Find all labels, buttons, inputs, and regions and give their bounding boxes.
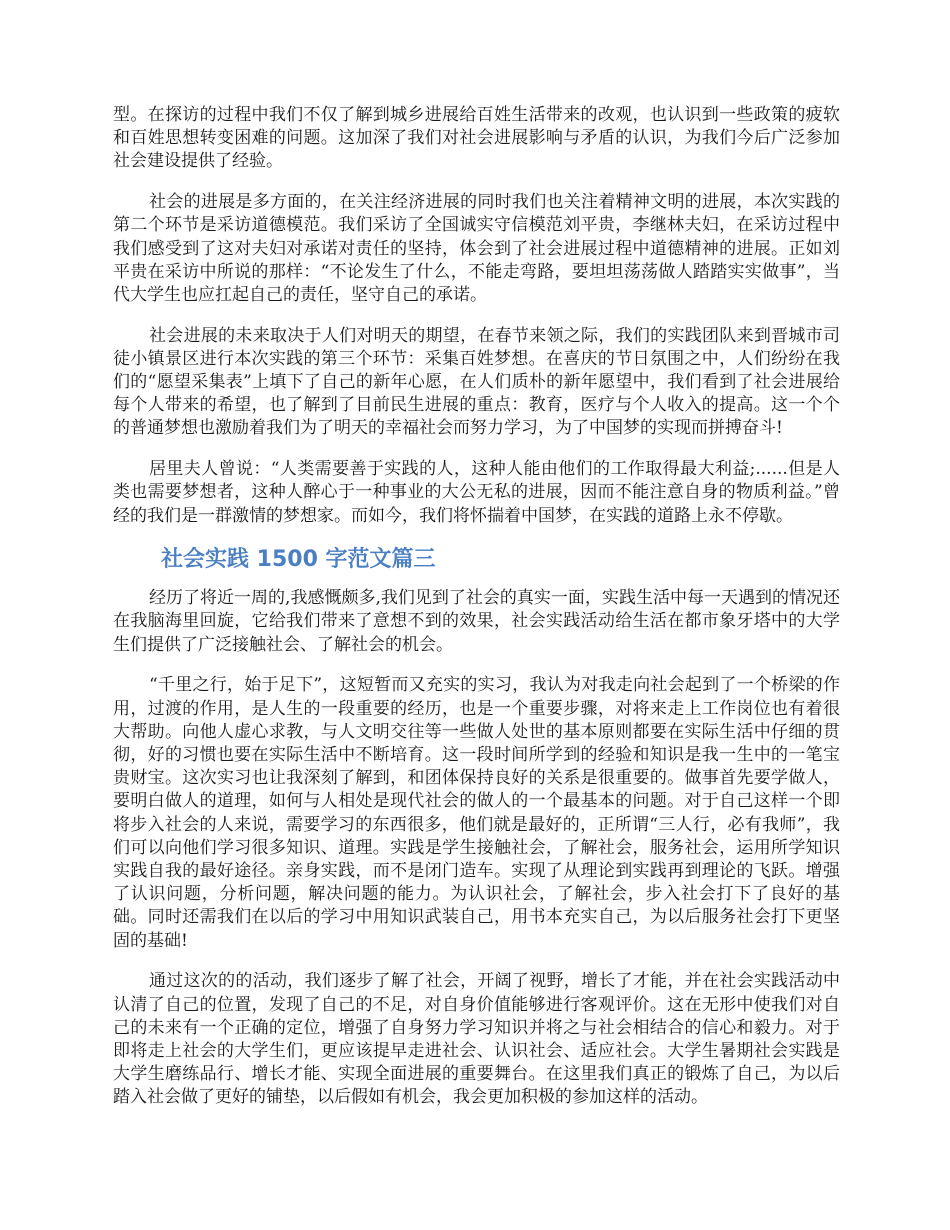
- paragraph-dreams-collection: 社会进展的未来取决于人们对明天的期望，在春节来领之际，我们的实践团队来到晋城市司徒小镇景区进行本次实践的第三个环节：采集百姓梦想。在喜庆的节日氛围之中，人们纷纷在我们的“愿望采集表”上填下了自己的新年心愿，在人们质朴的新年愿望中，我们看到了社会进展给每个人带来的希望，也了解到了目前民生进展的重点：教育，医疗与个人收入的提高。这一个个的普通梦想也激励着我们为了明天的幸福社会而努力学习，为了中国梦的实现而拼搏奋斗!: [113, 325, 840, 439]
- document-page: [113, 104, 840, 1127]
- paragraph-moral-models: 社会的进展是多方面的，在关注经济进展的同时我们也关注着精神文明的进展，本次实践的第二个环节是采访道德模范。我们采访了全国诚实守信模范刘平贵，李继林夫妇，在采访过程中我们感受到了这对夫妇对承诺对责任的坚持，体会到了社会进展过程中道德精神的进展。正如刘平贵在采访中所说的那样：“不论发生了什么，不能走弯路，要坦坦荡荡做人踏踏实实做事”，当代大学生也应扛起自己的责任，坚守自己的承诺。: [113, 192, 840, 305]
- section-heading: 社会实践 1500 字范文篇三: [161, 547, 436, 573]
- paragraph-conclusion: 通过这次的的活动，我们逐步了解了社会，开阔了视野，增长了才能，并在社会实践活动中认清了自己的位置，发现了自己的不足，对自身价值能够进行客观评价。这在无形中使我们对自己的未来有一个正确的定位，增强了自身努力学习知识并将之与社会相结合的信心和毅力。对于即将走上社会的大学生们，更应该提早走进社会、认识社会、适应社会。大学生暑期社会实践是大学生磨练品行、增长才能、实现全面进展的重要舞台。在这里我们真正的锻炼了自己，为以后踏入社会做了更好的铺垫，以后假如有机会，我会更加积极的参加这样的活动。: [113, 971, 840, 1108]
- paragraph-internship: “千里之行，始于足下”，这短暂而又充实的实习，我认为对我走向社会起到了一个桥梁的作用，过渡的作用，是人生的一段重要的经历，也是一个重要步骤，对将来走上工作岗位也有着很大帮助。向他人虚心求教，与人文明交往等一些做人处世的基本原则都要在实际生活中仔细的贯彻，好的习惯也要在实际生活中不断培育。这一段时间所学到的经验和知识是我一生中的一笔宝贵财宝。这次实习也让我深刻了解到，和团体保持良好的关系是很重要的。做事首先要学做人，要明白做人的道理，如何与人相处是现代社会的做人的一个最基本的问题。对于自己这样一个即将步入社会的人来说，需要学习的东西很多，他们就是最好的，正所谓“三人行，必有我师”，我们可以向他们学习很多知识、道理。实践是学生接触社会，了解社会，服务社会，运用所学知识实践自我的最好途径。亲身实践，而不是闭门造车。实现了从理论到实践再到理论的飞跃。增强了认识问题，分析问题，解决问题的能力。为认识社会，了解社会，步入社会打下了良好的基础。同时还需我们在以后的学习中用知识武装自己，用书本充实自己，为以后服务社会打下更坚固的基础!: [113, 675, 840, 951]
- paragraph-intro-week: 经历了将近一周的,我感慨颇多,我们见到了社会的真实一面，实践生活中每一天遇到的情况还在我脑海里回旋，它给我们带来了意想不到的效果，社会实践活动给生活在都市象牙塔中的大学生们提供了广泛接触社会、了解社会的机会。: [113, 588, 840, 655]
- paragraph-curie-quote: 居里夫人曾说：“人类需要善于实践的人，这种人能由他们的工作取得最大利益;......但是人类也需要梦想者，这种人醉心于一种事业的大公无私的进展，因而不能注意自身的物质利益。”曾经的我们是一群激情的梦想家。而如今，我们将怀揣着中国梦，在实践的道路上永不停歇。: [113, 459, 840, 526]
- paragraph-continued: 型。在探访的过程中我们不仅了解到城乡进展给百姓生活带来的改观，也认识到一些政策的疲软和百姓思想转变困难的问题。这加深了我们对社会进展影响与矛盾的认识，为我们今后广泛参加社会建设提供了经验。: [113, 105, 840, 172]
